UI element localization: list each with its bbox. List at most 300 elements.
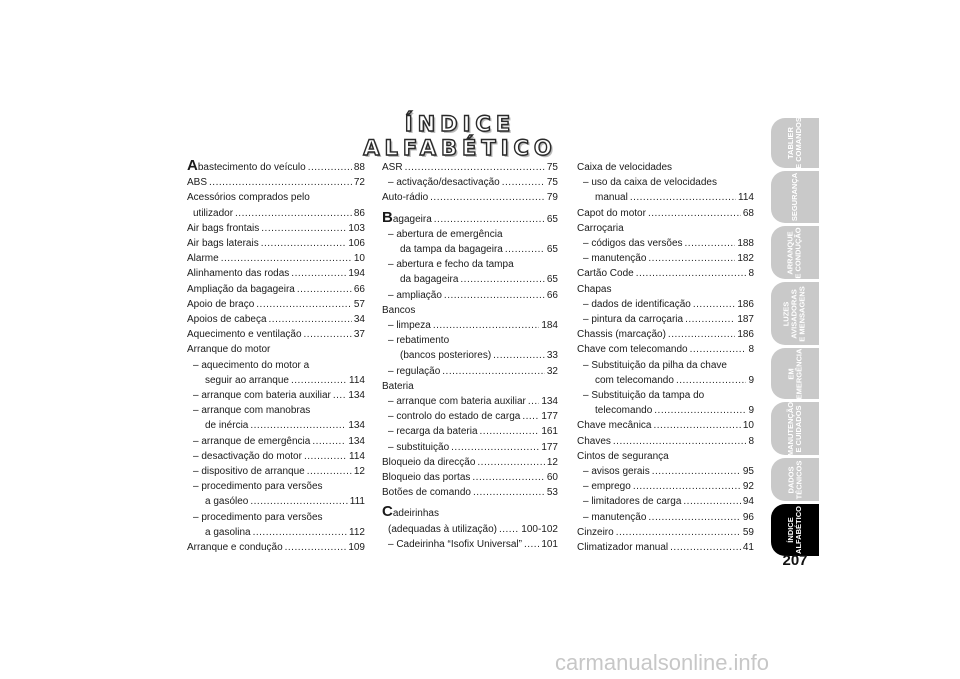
index-entry [187,403,365,418]
index-entry [382,364,558,379]
index-entry [577,206,754,221]
entry-text [577,451,669,462]
index-entry [577,282,754,297]
entry-page: 41 [742,542,754,554]
entry-page: 134 [541,396,558,408]
index-entry [187,236,365,251]
entry-label: Cintos de segurança [577,450,669,462]
dot-leader [630,190,736,205]
index-entry [382,409,558,424]
entry-page: 65 [546,274,558,286]
entry-label: manual [595,192,628,204]
entry-text [388,259,514,270]
entry-text [577,434,611,449]
entry-label: – dados de identificação [583,298,691,310]
entry-label: bastecimento do veículo [197,162,306,173]
entry-text [193,464,305,479]
entry-label: de inércia [205,420,249,432]
entry-text [388,335,449,346]
dot-leader [304,327,352,342]
entry-text [583,494,681,509]
entry-label: Cartão Code [577,268,634,280]
entry-label: Capot do motor [577,207,646,219]
entry-label: Auto-rádio [382,192,429,204]
index-entry [577,175,754,190]
entry-label: – avisos gerais [583,466,650,478]
entry-text [382,381,414,392]
index-entry [577,464,754,479]
entry-label: Arranque e condução [187,542,283,554]
entry-label: – procedimento para versões [193,511,323,523]
dot-leader [477,455,544,470]
entry-label: – limitadores de carga [583,496,682,508]
dot-leader [480,424,540,439]
entry-text [193,206,233,221]
section-tab[interactable] [771,402,819,455]
dot-leader [285,540,347,555]
dot-leader [250,418,346,433]
dot-leader [405,160,545,175]
section-tab[interactable] [771,171,819,223]
entry-page: 33 [546,350,558,362]
entry-page: 8 [748,344,754,356]
dot-leader [261,236,347,251]
entry-label: Chaves [577,435,611,447]
dot-leader [676,373,747,388]
index-entry [187,327,365,342]
dot-leader [652,464,741,479]
entry-label: Ampliação da bagageira [187,283,295,295]
entry-text [388,229,503,240]
entry-page: 32 [546,365,558,377]
entry-text [193,434,310,449]
dot-leader [472,470,544,485]
entry-label: Caixa de velocidades [577,162,673,173]
entry-text [382,305,415,316]
entry-text [187,251,219,266]
dot-leader [683,494,740,509]
section-initial: B [382,208,393,226]
entry-text [388,522,497,537]
entry-label: – uso da caixa de velocidades [583,177,717,189]
section-tab[interactable] [771,118,819,168]
entry-page: 106 [348,238,365,250]
watermark: carmanualsonline.info [555,650,770,675]
entry-text [583,510,646,525]
entry-label: Bateria [382,380,414,392]
dot-leader [685,236,736,251]
entry-text [388,409,520,424]
section-tab[interactable] [771,348,819,399]
index-entry [577,221,754,236]
dot-leader [451,440,539,455]
section-tab-label: ARRANQUE E CONDUÇÃO [786,226,804,279]
section-tab-label: MANUTENÇÃO E CUIDADOS [786,401,804,456]
entry-label: adeirinhas [392,508,439,520]
index-entry [577,449,754,464]
dot-leader [690,342,747,357]
index-entry [187,175,365,190]
dot-leader [524,537,539,552]
index-entry [382,537,558,552]
entry-text [187,236,259,251]
index-entry [187,297,365,312]
index-entry [187,157,365,175]
entry-label: Carroçaria [577,222,624,234]
entry-label: agageira [392,213,432,225]
entry-page: 60 [546,472,558,484]
dot-leader [685,312,735,327]
entry-label: seguir ao arranque [205,374,289,386]
entry-page: 109 [348,542,365,554]
section-tab[interactable] [771,226,819,279]
entry-page: 114 [738,192,754,204]
entry-text [382,208,432,227]
section-tab-label: ÍNDICE ALFABÉTICO [785,506,803,554]
entry-text [205,373,289,388]
entry-page: 53 [546,487,558,499]
dot-leader [654,403,746,418]
entry-label: Climatizador manual [577,542,669,554]
index-entry [382,485,558,500]
entry-text [577,540,668,555]
entry-page: 134 [348,420,365,432]
entry-label: – ampliação [388,289,442,301]
index-column-1 [187,157,365,555]
entry-page: 95 [742,466,754,478]
entry-label: Bloqueio da direcção [382,456,476,468]
dot-leader [505,242,545,257]
entry-text [187,540,283,555]
dot-leader [502,175,545,190]
dot-leader [261,221,346,236]
dot-leader [253,525,347,540]
dot-leader [307,464,352,479]
entry-page: 101 [541,538,558,550]
dot-leader [269,312,352,327]
entry-page: 188 [737,238,754,250]
index-entry [187,464,365,479]
entry-page: 134 [348,390,365,402]
entry-page: 96 [742,511,754,523]
entry-text [583,464,650,479]
index-entry [187,540,365,555]
entry-text [388,424,478,439]
entry-label: – regulação [388,365,441,377]
entry-page: 68 [742,207,754,219]
entry-page: 34 [353,314,365,326]
entry-label: Acessórios comprados pelo [187,192,310,204]
entry-label: a gasóleo [205,496,249,508]
index-entry [382,208,558,227]
section-tab-label: EM EMERGÊNCIA [786,348,803,399]
index-entry [187,342,365,357]
entry-page: 134 [348,435,365,447]
entry-label: – aquecimento do motor a [193,359,310,371]
entry-page: 9 [748,405,754,417]
entry-label: – desactivação do motor [193,450,302,462]
entry-page: 72 [353,177,365,189]
section-tab-label: LUZES AVISADORAS E MENSAGENS [782,285,807,342]
entry-label: – Substituição da tampa do [583,390,705,402]
entry-page: 75 [546,177,558,189]
entry-page: 12 [353,466,365,478]
index-entry [382,272,558,287]
index-entry [577,297,754,312]
dot-leader [493,348,545,363]
index-entry [187,479,365,494]
entry-page: 57 [353,298,365,310]
entry-label: – procedimento para versões [193,481,323,493]
index-entry [382,303,558,318]
entry-text [205,418,248,433]
index-entry [382,227,558,242]
entry-label: – arranque de emergência [193,435,311,447]
dot-leader [291,373,347,388]
index-entry [187,190,365,205]
page-title: ÍNDICE ALFABÉTICO [363,112,557,160]
entry-label: – rebatimento [388,335,450,347]
entry-page: 111 [349,496,365,508]
dot-leader [333,388,346,403]
index-entry [187,312,365,327]
index-entry [187,418,365,433]
index-entry [382,379,558,394]
section-tab[interactable] [771,458,819,501]
entry-text [577,342,688,357]
section-tab[interactable] [771,504,819,556]
index-entry [577,342,754,357]
dot-leader [434,212,545,227]
entry-page: 10 [353,253,365,265]
entry-page: 194 [348,268,365,280]
entry-text [388,537,522,552]
entry-page: 37 [353,329,365,341]
entry-text [577,266,634,281]
entry-page: 8 [748,268,754,280]
entry-label: ABS [187,177,208,189]
index-entry [577,236,754,251]
entry-text [388,288,442,303]
entry-label: ASR [382,162,403,173]
entry-label: Aquecimento e ventilação [187,329,302,341]
entry-label: – limpeza [388,320,431,332]
entry-text [400,348,491,363]
entry-page: 103 [348,222,365,234]
entry-text [577,223,624,234]
entry-label: – abertura e fecho da tampa [388,259,514,271]
entry-label: – pintura da carroçaria [583,314,684,326]
index-entry [382,288,558,303]
dot-leader [442,364,545,379]
index-entry [382,424,558,439]
entry-page: 79 [546,192,558,204]
entry-label: utilizador [193,207,234,219]
entry-text [382,503,439,521]
entry-label: Chassis (marcação) [577,329,666,341]
entry-text [187,157,306,175]
entry-label: (adequadas à utilização) [388,523,497,535]
index-entry [382,257,558,272]
entry-page: 187 [737,314,754,326]
entry-text [205,494,248,509]
dot-leader [250,494,347,509]
dot-leader [653,418,740,433]
entry-text [577,327,666,342]
entry-page: 100-102 [521,523,558,535]
entry-page: 114 [349,374,365,386]
section-tab[interactable] [771,282,819,345]
entry-text [400,272,458,287]
entry-label: – manutenção [583,511,647,523]
entry-label: – dispositivo de arranque [193,466,305,478]
entry-label: (bancos posteriores) [400,350,492,362]
entry-label: – Cadeirinha “Isofix Universal” [388,538,522,550]
index-entry [577,525,754,540]
index-entry [382,242,558,257]
entry-text [595,373,674,388]
entry-text [187,297,254,312]
entry-label: Air bags laterais [187,238,259,250]
entry-label: da bagageira [400,274,459,286]
dot-leader [297,282,352,297]
entry-label: Botões de comando [382,487,471,499]
entry-text [583,312,683,327]
index-column-2 [382,160,558,552]
dot-leader [221,251,352,266]
entry-text [577,284,611,295]
entry-text [187,175,207,190]
entry-text [577,525,614,540]
dot-leader [648,206,741,221]
index-entry [187,434,365,449]
dot-leader [308,160,352,175]
dot-leader [668,327,735,342]
index-entry [382,503,558,521]
entry-text [388,318,431,333]
entry-text [382,160,403,175]
entry-page: 114 [349,450,365,462]
index-entry [577,494,754,509]
index-entry [187,282,365,297]
entry-label: – abertura de emergência [388,228,503,240]
entry-text [388,440,449,455]
entry-page: 66 [546,289,558,301]
entry-label: com telecomando [595,374,674,386]
entry-text [583,390,704,401]
entry-label: – Substituição da pilha da chave [583,359,727,371]
entry-label: Arranque do motor [187,344,271,356]
entry-label: Bancos [382,304,416,316]
entry-label: Alarme [187,253,219,265]
index-entry [187,206,365,221]
entry-text [583,479,631,494]
entry-text [187,282,295,297]
index-entry [187,251,365,266]
dot-leader [291,266,346,281]
entry-text [187,266,289,281]
index-entry [187,266,365,281]
entry-label: – arranque com bateria auxiliar [193,390,331,402]
entry-page: 112 [349,526,365,538]
entry-label: Bloqueio das portas [382,472,471,484]
entry-label: – controlo do estado de carga [388,411,521,423]
dot-leader [473,485,545,500]
index-entry [382,333,558,348]
index-entry [187,449,365,464]
page-number: 207 [782,552,808,569]
entry-page: 94 [742,496,754,508]
entry-text [583,297,691,312]
entry-label: – activação/desactivação [388,177,500,189]
entry-label: – códigos das versões [583,238,683,250]
entry-label: Chave mecânica [577,420,652,432]
section-initial: A [187,157,198,174]
index-entry [577,373,754,388]
index-entry [382,470,558,485]
entry-page: 86 [353,207,365,219]
entry-page: 92 [742,481,754,493]
section-tab-label: SEGURANÇA [790,172,799,222]
entry-label: – manutenção [583,253,647,265]
entry-text [382,190,428,205]
dot-leader [613,434,747,449]
entry-text [388,394,526,409]
index-entry [382,394,558,409]
entry-text [193,405,310,416]
dot-leader [256,297,352,312]
dot-leader [522,409,539,424]
index-entry [577,540,754,555]
index-entry [382,348,558,363]
entry-label: Chave com telecomando [577,344,688,356]
dot-leader [670,540,741,555]
entry-text [577,418,651,433]
dot-leader [433,318,540,333]
entry-page: 75 [546,162,558,173]
entry-text [205,525,251,540]
index-entry [577,251,754,266]
dot-leader [430,190,545,205]
entry-text [388,175,500,190]
entry-page: 59 [742,526,754,538]
entry-label: Apoio de braço [187,298,255,310]
dot-leader [312,434,346,449]
index-entry [577,510,754,525]
entry-label: a gasolina [205,526,251,538]
entry-text [193,360,309,371]
entry-text [187,312,267,327]
index-entry [577,358,754,373]
entry-label: – recarga da bateria [388,426,478,438]
index-entry [577,479,754,494]
entry-text [388,364,440,379]
index-entry [382,440,558,455]
entry-label: Alinhamento das rodas [187,268,290,280]
index-entry [577,190,754,205]
entry-page: 8 [748,435,754,447]
entry-page: 161 [541,426,558,438]
entry-text [382,485,471,500]
entry-page: 177 [541,411,558,423]
entry-page: 186 [737,298,754,310]
dot-leader [648,251,735,266]
index-column-3 [577,160,754,555]
entry-label: – arranque com bateria auxiliar [388,396,526,408]
index-entry [577,434,754,449]
entry-page: 65 [546,244,558,256]
entry-label: Apoios de cabeça [187,314,267,326]
